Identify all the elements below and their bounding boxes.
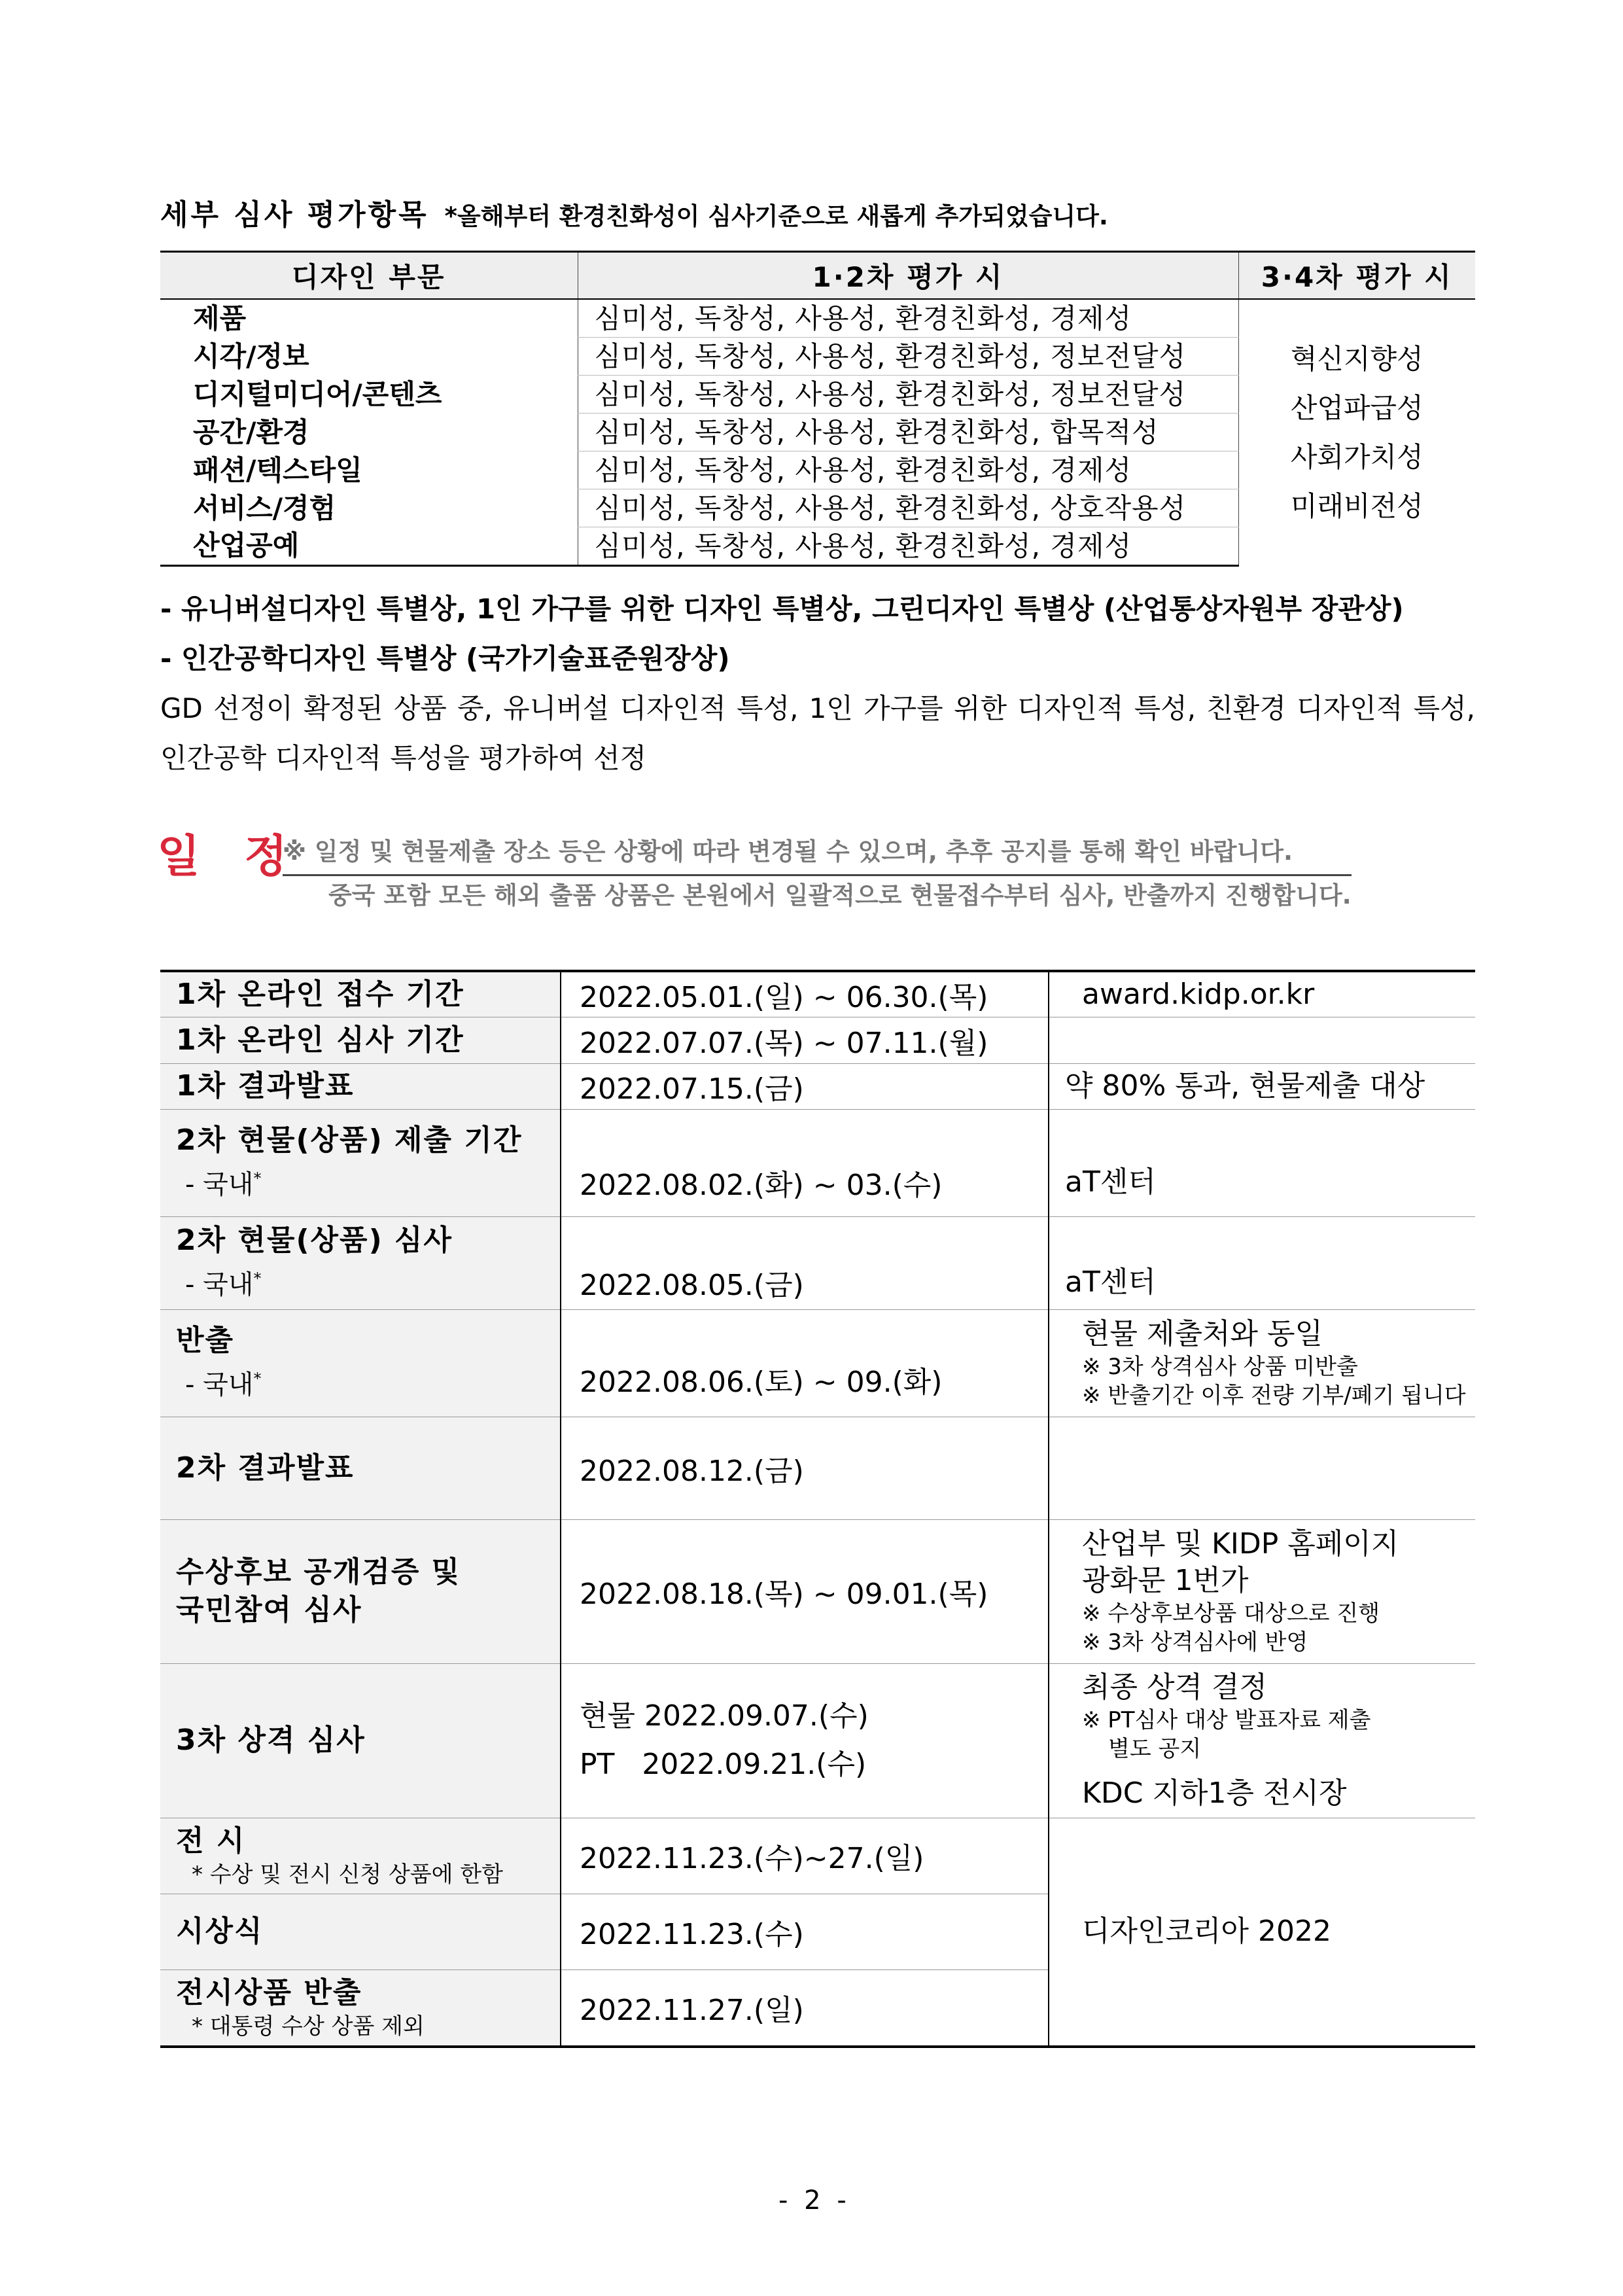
schedule-label-main: 반출 xyxy=(176,1324,235,1358)
schedule-date: 2022.07.15.(금) xyxy=(561,1063,1049,1109)
eval-header-stage34: 3·4차 평가 시 xyxy=(1238,252,1475,300)
schedule-label-sub: - 국내* xyxy=(185,1269,262,1300)
table-row xyxy=(160,1818,1475,1894)
schedule-date: 2022.07.07.(목) ~ 07.11.(월) xyxy=(561,1017,1049,1063)
table-row xyxy=(160,1663,1475,1818)
schedule-note-small: ※ 3차 상격심사 상품 미반출 xyxy=(1082,1354,1358,1380)
schedule-label-sub: * 수상 및 전시 신청 상품에 한함 xyxy=(192,1862,503,1888)
schedule-label-sub-text: - 국내 xyxy=(185,1369,254,1400)
special-awards xyxy=(160,584,1475,783)
schedule-note-cell xyxy=(1049,1017,1475,1063)
schedule-date-line: 현물 2022.09.07.(수) xyxy=(580,1699,869,1733)
special-award-line: - 인간공학디자인 특별상 (국가기술표준원장상) xyxy=(160,643,730,675)
table-row xyxy=(160,1063,1475,1109)
schedule-date xyxy=(561,1663,1049,1818)
schedule-label: 2차 결과발표 xyxy=(160,1417,561,1519)
schedule-date: 2022.11.27.(일) xyxy=(561,1969,1049,2047)
eval-criteria: 심미성, 독창성, 사용성, 환경친화성, 정보전달성 xyxy=(578,376,1238,414)
eval-criteria: 심미성, 독창성, 사용성, 환경친화성, 경제성 xyxy=(578,451,1238,489)
schedule-label-sub: * 대통령 수상 상품 제외 xyxy=(192,2013,425,2040)
table-row xyxy=(160,971,1475,1017)
eval-header-stage12: 1·2차 평가 시 xyxy=(578,252,1238,300)
schedule-date: 2022.08.02.(화) ~ 03.(수) xyxy=(561,1109,1049,1216)
schedule-note-main: 현물 제출처와 동일 xyxy=(1082,1317,1323,1351)
schedule-label-sub: - 국내* xyxy=(185,1169,262,1200)
eval-criteria-table xyxy=(160,251,1475,567)
schedule-label-sub: - 국내* xyxy=(185,1369,262,1400)
schedule-table xyxy=(160,970,1475,2048)
schedule-label xyxy=(160,1309,561,1417)
schedule-date-line: PT 2022.09.21.(수) xyxy=(580,1748,867,1781)
eval-criteria: 심미성, 독창성, 사용성, 환경친화성, 합목적성 xyxy=(578,414,1238,451)
table-row xyxy=(160,299,1475,338)
schedule-note-main: 산업부 및 KIDP 홈페이지 xyxy=(1082,1527,1399,1561)
schedule-label: 1차 결과발표 xyxy=(160,1063,561,1109)
schedule-note-small: 별도 공지 xyxy=(1108,1736,1202,1762)
schedule-label xyxy=(160,1109,561,1216)
eval-criteria: 심미성, 독창성, 사용성, 환경친화성, 상호작용성 xyxy=(578,489,1238,527)
eval-criteria: 심미성, 독창성, 사용성, 환경친화성, 경제성 xyxy=(578,299,1238,338)
schedule-label: 시상식 xyxy=(160,1894,561,1969)
schedule-title: 일 정 xyxy=(157,831,302,883)
schedule-note-line: 중국 포함 모든 해외 출품 상품은 본원에서 일괄적으로 현물접수부터 심사, 반출까지 진행합니다. xyxy=(328,881,1352,910)
eval-category: 산업공예 xyxy=(160,527,578,566)
schedule-note-small: ※ 반출기간 이후 전량 기부/폐기 됩니다 xyxy=(1082,1383,1466,1409)
schedule-note-cell xyxy=(1049,1417,1475,1519)
schedule-note-small: ※ PT심사 대상 발표자료 제출 xyxy=(1082,1707,1371,1733)
page-number: - 2 - xyxy=(778,2185,850,2216)
eval-criteria: 심미성, 독창성, 사용성, 환경친화성, 경제성 xyxy=(578,527,1238,566)
schedule-label: 3차 상격 심사 xyxy=(160,1663,561,1818)
schedule-date: 2022.08.12.(금) xyxy=(561,1417,1049,1519)
later-item: 혁신지향성 xyxy=(1290,343,1423,376)
schedule-note-cell: aT센터 xyxy=(1049,1216,1475,1309)
schedule-note-small: ※ 3차 상격심사에 반영 xyxy=(1082,1629,1308,1655)
schedule-date: 2022.08.18.(목) ~ 09.01.(목) xyxy=(561,1519,1049,1663)
schedule-date: 2022.11.23.(수)~27.(일) xyxy=(561,1818,1049,1894)
schedule-label-sub-text: - 국내 xyxy=(185,1169,254,1200)
schedule-note xyxy=(283,832,1352,915)
schedule-label-main: 전시상품 반출 xyxy=(176,1976,362,2010)
schedule-label-main: 2차 현물(상품) 심사 xyxy=(176,1224,453,1258)
schedule-note-cell: 디자인코리아 2022 xyxy=(1049,1818,1475,2047)
table-row xyxy=(160,1417,1475,1519)
schedule-note-cell: 약 80% 통과, 현물제출 대상 xyxy=(1049,1063,1475,1109)
schedule-label xyxy=(160,1216,561,1309)
schedule-note-main: 광화문 1번가 xyxy=(1082,1564,1249,1597)
eval-heading xyxy=(160,191,1108,233)
schedule-note-cell xyxy=(1049,1519,1475,1663)
schedule-note-main: KDC 지하1층 전시장 xyxy=(1082,1776,1347,1810)
eval-criteria: 심미성, 독창성, 사용성, 환경친화성, 정보전달성 xyxy=(578,338,1238,376)
eval-category: 디지털미디어/콘텐츠 xyxy=(193,378,442,410)
eval-header-category: 디자인 부문 xyxy=(160,252,578,300)
schedule-label xyxy=(160,1969,561,2047)
special-award-line: - 유니버설디자인 특별상, 1인 가구를 위한 디자인 특별상, 그린디자인 특별상 (산업통상자원부 장관상) xyxy=(160,593,1404,625)
schedule-note-cell: aT센터 xyxy=(1049,1109,1475,1216)
schedule-label: 1차 온라인 접수 기간 xyxy=(160,971,561,1017)
eval-category: 서비스/경험 xyxy=(193,491,336,524)
eval-category: 공간/환경 xyxy=(193,415,309,448)
schedule-label-sub-text: - 국내 xyxy=(185,1269,254,1300)
eval-category: 시각/정보 xyxy=(193,340,309,372)
schedule-date: 2022.05.01.(일) ~ 06.30.(목) xyxy=(561,971,1049,1017)
special-award-description: 인간공학 디자인적 특성을 평가하여 선정 xyxy=(160,742,647,774)
table-row xyxy=(160,1309,1475,1417)
later-item: 산업파급성 xyxy=(1290,392,1423,425)
schedule-note-cell: award.kidp.or.kr xyxy=(1049,971,1475,1017)
schedule-label: 1차 온라인 심사 기간 xyxy=(160,1017,561,1063)
table-row xyxy=(160,1017,1475,1063)
schedule-note-cell xyxy=(1049,1663,1475,1818)
eval-category: 패션/텍스타일 xyxy=(193,453,362,486)
eval-later-criteria xyxy=(1238,299,1475,566)
table-row xyxy=(160,1216,1475,1309)
special-award-description: GD 선정이 확정된 상품 중, 유니버설 디자인적 특성, 1인 가구를 위한 디자인적 특성, 친환경 디자인적 특성, xyxy=(160,692,1475,724)
later-item: 사회가치성 xyxy=(1290,441,1423,474)
eval-category: 제품 xyxy=(193,302,247,334)
schedule-label xyxy=(160,1818,561,1894)
schedule-date: 2022.08.06.(토) ~ 09.(화) xyxy=(561,1309,1049,1417)
eval-heading-title: 세부 심사 평가항목 xyxy=(160,198,429,232)
table-row xyxy=(160,1109,1475,1216)
schedule-label xyxy=(160,1519,561,1663)
eval-heading-note: *올해부터 환경친화성이 심사기준으로 새롭게 추가되었습니다. xyxy=(444,202,1108,230)
schedule-note-cell xyxy=(1049,1309,1475,1417)
schedule-note-main: 최종 상격 결정 xyxy=(1082,1670,1267,1704)
later-item: 미래비전성 xyxy=(1290,490,1423,523)
schedule-label-main: 2차 현물(상품) 제출 기간 xyxy=(176,1123,523,1157)
schedule-date: 2022.08.05.(금) xyxy=(561,1216,1049,1309)
table-row xyxy=(160,1519,1475,1663)
schedule-label-main: 국민참여 심사 xyxy=(176,1593,362,1627)
schedule-date: 2022.11.23.(수) xyxy=(561,1894,1049,1969)
schedule-note-line: ※ 일정 및 현물제출 장소 등은 상황에 따라 변경될 수 있으며, 추후 공지를 통해 확인 바랍니다. xyxy=(283,832,1352,876)
schedule-label-main: 수상후보 공개검증 및 xyxy=(176,1555,461,1589)
schedule-note-small: ※ 수상후보상품 대상으로 진행 xyxy=(1082,1600,1380,1627)
schedule-label-main: 전 시 xyxy=(176,1824,246,1858)
